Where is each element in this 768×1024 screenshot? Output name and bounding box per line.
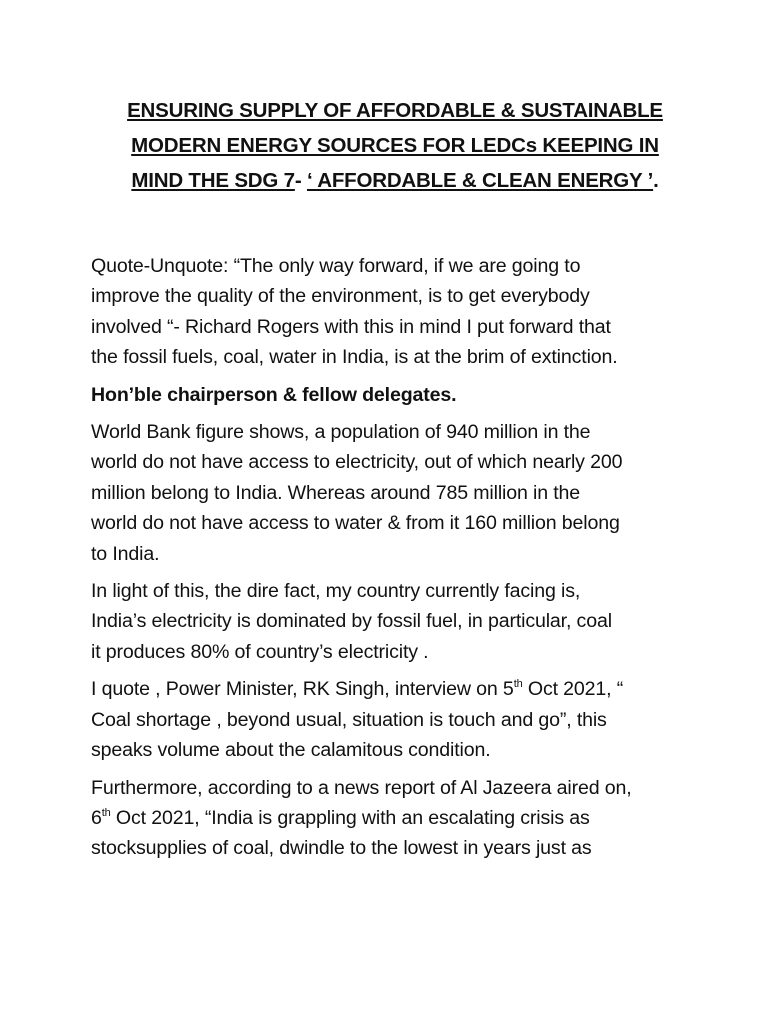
document-body: [91, 251, 711, 871]
title-period: .: [653, 169, 659, 192]
title-dash: -: [294, 169, 307, 192]
title-line-3-part-1: MIND THE SDG 7: [131, 169, 295, 192]
title-line-2: MODERN ENERGY SOURCES FOR LEDCs KEEPING IN: [131, 134, 659, 157]
text-line: world do not have access to electricity, out of which nearly 200: [91, 451, 623, 474]
paragraph-salutation: [91, 380, 711, 410]
text-line: 6th Oct 2021, “India is grappling with an escalating crisis as: [91, 806, 590, 829]
paragraph-minister-quote: [91, 674, 711, 765]
paragraph-dire-fact: [91, 576, 711, 667]
title-line-1: ENSURING SUPPLY OF AFFORDABLE & SUSTAINABLE: [127, 99, 663, 122]
text-line: world do not have access to water & from it 160 million belong: [91, 512, 620, 535]
text-line: India’s electricity is dominated by fossil fuel, in particular, coal: [91, 610, 612, 633]
text-line: In light of this, the dire fact, my country currently facing is,: [91, 580, 581, 603]
text-line: speaks volume about the calamitous condition.: [91, 739, 491, 762]
text-line: Coal shortage , beyond usual, situation is touch and go”, this: [91, 708, 607, 731]
text-line: World Bank figure shows, a population of 940 million in the: [91, 421, 591, 444]
text-line: stocksupplies of coal, dwindle to the lowest in years just as: [91, 837, 592, 860]
text-line: involved “- Richard Rogers with this in mind I put forward that: [91, 315, 611, 338]
title-line-3-part-2: ‘ AFFORDABLE & CLEAN ENERGY ’: [306, 169, 654, 192]
text-line: million belong to India. Whereas around 785 million in the: [91, 481, 581, 504]
document-title: [70, 93, 720, 198]
ordinal-suffix: th: [513, 678, 523, 691]
text-line: improve the quality of the environment, is to get everybody: [91, 285, 590, 308]
text-line: Quote-Unquote: “The only way forward, if we are going to: [91, 255, 581, 277]
paragraph-quote: [91, 251, 711, 373]
text-line: it produces 80% of country’s electricity .: [91, 640, 429, 663]
salutation-text: Hon’ble chairperson & fellow delegates.: [91, 383, 457, 406]
text-line: to India.: [91, 542, 160, 565]
ordinal-suffix: th: [101, 806, 111, 819]
paragraph-world-bank: [91, 417, 711, 569]
title-line-3: [70, 163, 720, 198]
text-line: I quote , Power Minister, RK Singh, interview on 5th Oct 2021, “: [91, 678, 624, 701]
text-line: Furthermore, according to a news report of Al Jazeera aired on,: [91, 776, 632, 799]
text-line: the fossil fuels, coal, water in India, is at the brim of extinction.: [91, 346, 618, 369]
paragraph-al-jazeera: [91, 773, 711, 864]
